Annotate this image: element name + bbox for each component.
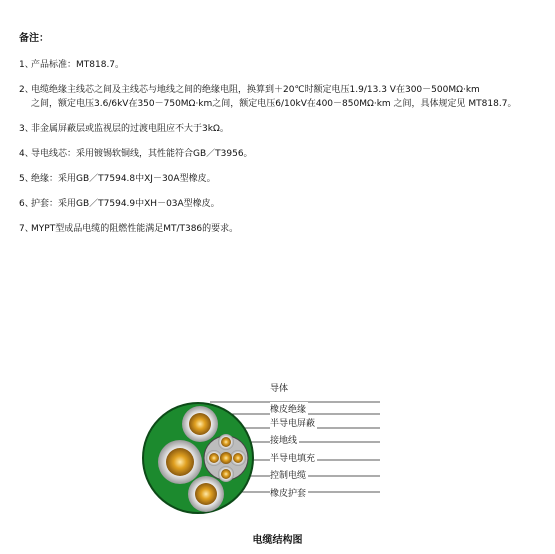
- note-text: 产品标准：MT818.7。: [31, 60, 125, 70]
- cable-structure-diagram: [140, 380, 400, 530]
- note-number: 2、: [19, 85, 34, 95]
- label-ground-wire: 接地线: [270, 433, 299, 446]
- label-control-cable: 控制电缆: [270, 468, 308, 481]
- note-number: 6、: [19, 199, 34, 209]
- note-text: 非金属屏蔽层或监视层的过渡电阻应不大于3kΩ。: [31, 124, 229, 134]
- note-text: 导电线芯：采用镀锡软铜线，其性能符合GB／T3956。: [31, 149, 253, 159]
- notes-title: 备注：: [19, 33, 49, 44]
- label-semi-shield: 半导电屏蔽: [270, 416, 317, 429]
- note-number: 4、: [19, 149, 34, 159]
- note-7: [19, 222, 549, 236]
- notes-list: [19, 58, 549, 247]
- conductor: [166, 448, 194, 476]
- note-text: 绝缘：采用GB／T7594.8中XJ－30A型橡皮。: [31, 174, 216, 184]
- note-number: 1、: [19, 60, 34, 70]
- conductor: [189, 413, 211, 435]
- note-text: 电缆绝缘主线芯之间及主线芯与地线之间的绝缘电阻，换算到＋20℃时额定电压1.9/13.3 V在300－500MΩ·km: [31, 85, 480, 95]
- note-4: [19, 147, 549, 161]
- note-text-continued: 之间，额定电压3.6/6kV在350－750MΩ·km之间，额定电压6/10kV在400－850MΩ·km 之间，具体规定见 MT818.7。: [31, 99, 517, 109]
- note-text: 护套：采用GB／T7594.9中XH－03A型橡皮。: [31, 199, 220, 209]
- note-number: 3、: [19, 124, 34, 134]
- label-rubber-sheath: 橡皮护套: [270, 486, 308, 499]
- note-text: MYPT型成品电缆的阻燃性能满足MT/T386的要求。: [31, 224, 239, 234]
- label-semi-filler: 半导电填充: [270, 451, 317, 464]
- note-3: [19, 122, 549, 136]
- note-5: [19, 172, 549, 186]
- note-number: 5、: [19, 174, 34, 184]
- diagram-caption: 电缆结构图: [252, 535, 303, 546]
- note-number: 7、: [19, 224, 34, 234]
- note-1: [19, 58, 549, 72]
- conductor: [195, 483, 217, 505]
- note-6: [19, 197, 549, 211]
- note-2: [19, 83, 549, 111]
- label-conductor: 导体: [270, 381, 290, 394]
- label-rubber-insulation: 橡皮绝缘: [270, 402, 308, 415]
